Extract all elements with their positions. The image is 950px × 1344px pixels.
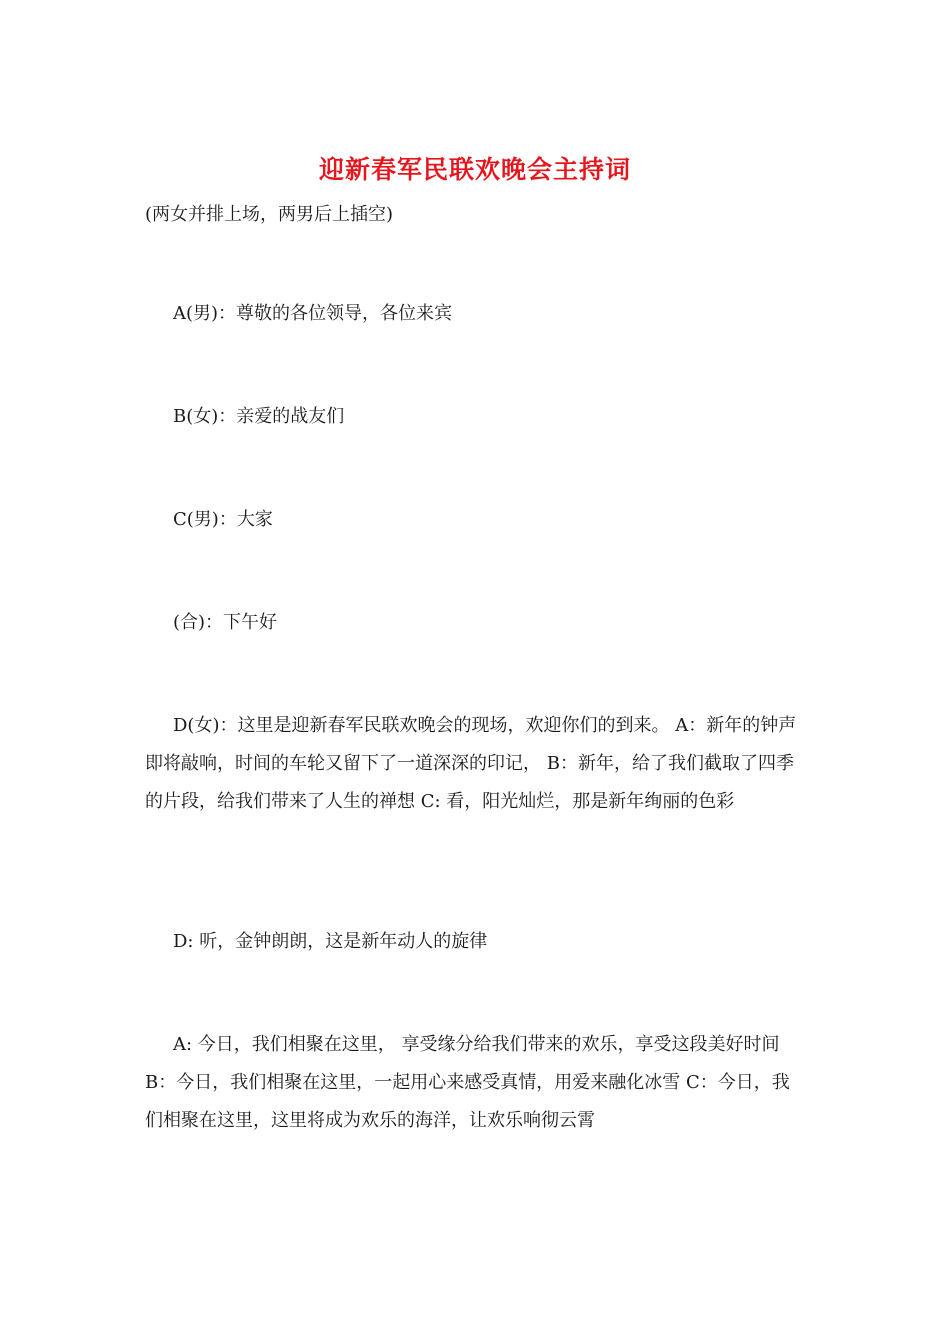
host-line-gathering: A: 今日，我们相聚在这里， 享受缘分给我们带来的欢乐，享受这段美好时间 B：今日，我们相聚在这里，一起用心来感受真情，用爱来融化冰雪 C：今日，我们相聚在这里，这里将成为欢乐的海洋，让欢乐响彻云霄 <box>145 1034 790 1131</box>
host-line-together: (合)：下午好 <box>173 612 278 633</box>
host-line-b: B(女)：亲爱的战友们 <box>173 406 345 427</box>
host-line-c: C(男)：大家 <box>173 509 273 530</box>
stage-direction: (两女并排上场，两男后上插空) <box>145 204 394 225</box>
host-line-d-intro: D(女)：这里是迎新春军民联欢晚会的现场，欢迎你们的到来。 A：新年的钟声即将敲响，时间的车轮又留下了一道深深的印记， B：新年，给了我们截取了四季的片段，给我们带来了人生的禅想 C: 看，阳光灿烂，那是新年绚丽的色彩 <box>145 715 797 812</box>
host-line-d-listen: D: 听，金钟朗朗，这是新年动人的旋律 <box>173 931 488 952</box>
document-title: 迎新春军民联欢晚会主持词 <box>318 155 631 184</box>
host-line-a: A(男)：尊敬的各位领导，各位来宾 <box>173 303 453 324</box>
